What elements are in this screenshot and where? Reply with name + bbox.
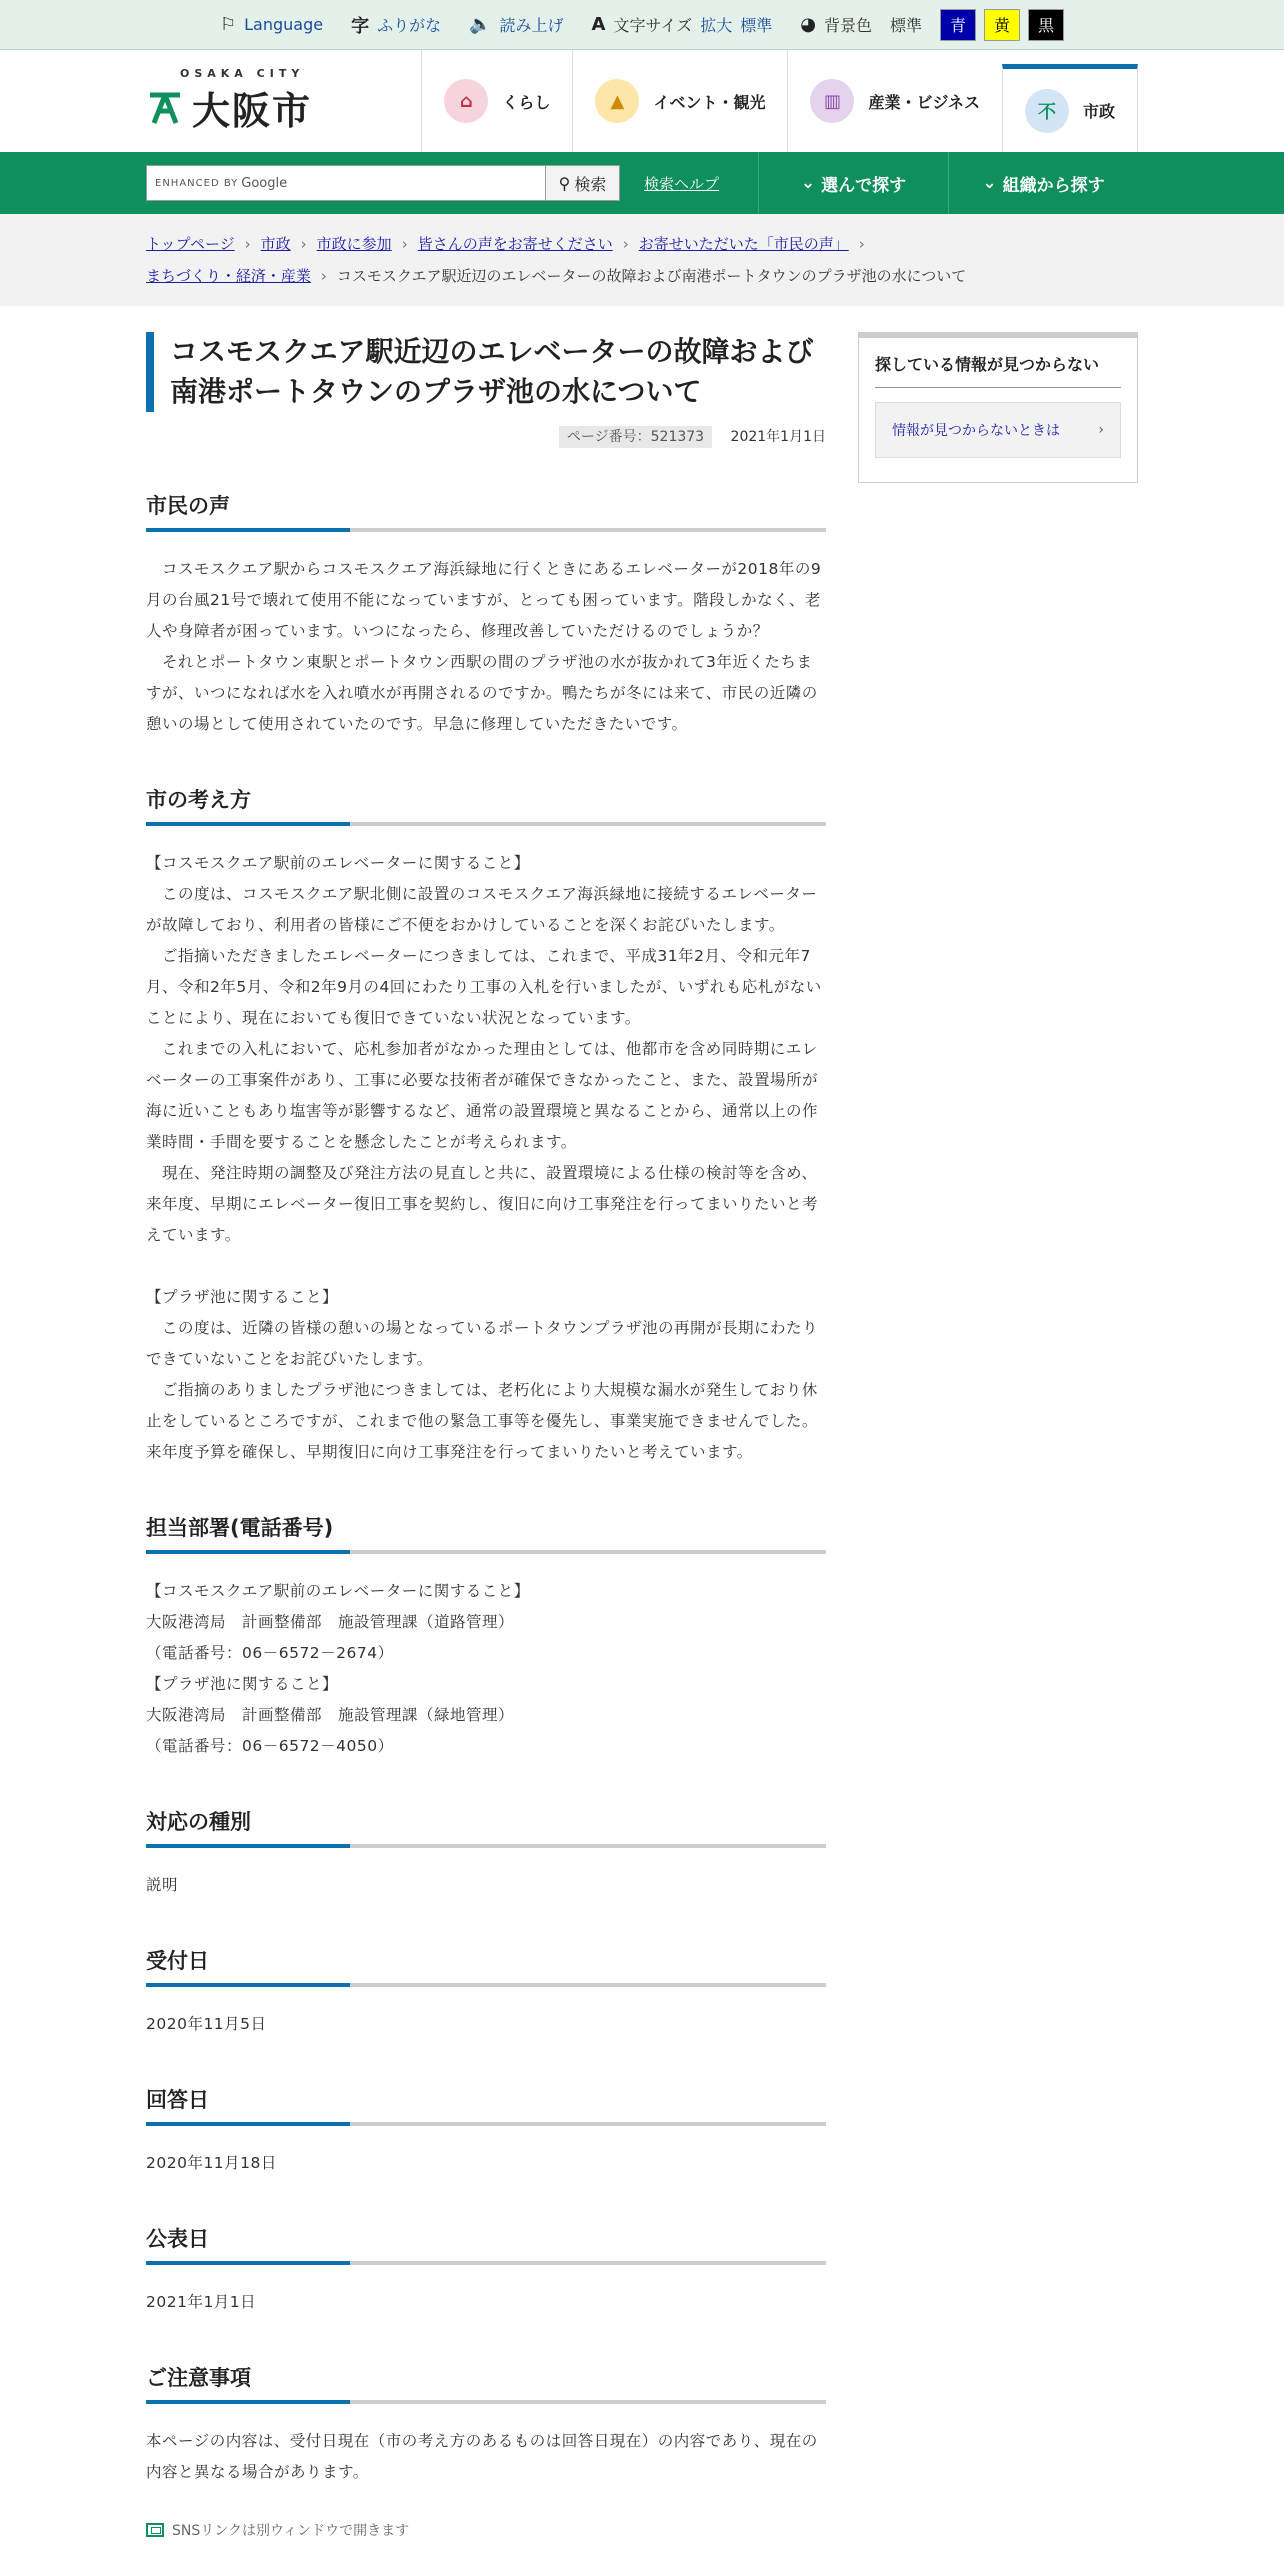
section-heading-received: 受付日 xyxy=(146,1945,826,1987)
search-form xyxy=(146,165,620,201)
nav-label: イベント・観光 xyxy=(653,92,766,112)
search-input[interactable] xyxy=(146,165,546,201)
palette-icon: ◕ xyxy=(800,14,816,35)
search-brand: Google xyxy=(241,175,288,191)
breadcrumb-link-shisei[interactable]: 市政 xyxy=(260,235,291,253)
search-button-label: 検索 xyxy=(574,174,607,194)
building-icon: ▥ xyxy=(810,79,854,123)
chevron-right-icon: › xyxy=(244,235,251,253)
breadcrumb-current: コスモスクエア駅近辺のエレベーターの故障および南港ポートタウンのプラザ池の水について xyxy=(336,267,967,285)
section-heading-answered: 回答日 xyxy=(146,2084,826,2126)
published-body: 2021年1月1日 xyxy=(146,2293,257,2311)
section-heading-voice: 市民の声 xyxy=(146,490,826,532)
search-bar xyxy=(0,152,1284,214)
section-heading-type: 対応の種別 xyxy=(146,1806,826,1848)
not-found-title: 探している情報が見つからない xyxy=(875,352,1121,388)
sns-note-text: SNSリンクは別ウィンドウで開きます xyxy=(172,2523,410,2539)
policy-body: 【コスモスクエア駅前のエレベーターに関すること】 この度は、コスモスクエア駅北側に設置のコスモスクエア海浜緑地に接続するエレベーターが故障しており、利用者の皆様にご不便をおかけしていることを深くお詫びいたします。 ご指摘いただきましたエレベーターにつきましては、これまで、平成31年2月、令和元年7月、令和2年5月、令和2年9月の4回にわたり工事の入札を行いましたが、いずれも応札がないことにより、現在においても復旧できていない状況となっています。 これまでの入札において、応札参加者がなかった理由としては、他都市を含め同時期にエレベーターの工事案件があり、工事に必要な技術者が確保できなかったこと、また、設置場所が海に近いこともあり塩害等が影響するなど、通常の設置環境と異なることから、通常以上の作業時間・手間を要することを懸念したことが考えられます。 現在、発注時期の調整及び発注方法の見直しと共に、設置環境による仕様の検討等を含め、来年度、早期にエレベーター復旧工事を契約し、復旧に向け工事発注を行ってまいりたいと考えています。 【プラザ池に関すること】 この度は、近隣の皆様の憩いの場となっているポートタウンプラザ池の再開が長期にわたりできていないことをお詫びいたします。 ご指摘のありましたプラザ池につきましては、老朽化により大規模な漏水が発生しており休止をしているところですが、これまで他の緊急工事等を優先し、事業実施できませんでした。来年度予算を確保し、早期復旧に向け工事発注を行ってまいりたいと考えています。 xyxy=(146,854,822,1461)
utility-bar xyxy=(0,0,1284,50)
voice-body: コスモスクエア駅からコスモスクエア海浜緑地に行くときにあるエレベーターが2018年の9月の台風21号で壊れて使用不能になっていますが、とっても困っています。階段しかなく、老人や身障者が困っています。いつになったら、修理改善していただけるのでしょうか？ それとポートタウン東駅とポートタウン西駅の間のプラザ池の水が抜かれて3年近くたちますが、いつになれば水を入れ噴水が再開されるのですか。鴨たちが冬には来て、市民の近隣の憩いの場として使用されていたのです。早急に修理していただきたいです。 xyxy=(146,560,822,733)
chevron-right-icon: › xyxy=(320,267,327,285)
page-date: 2021年1月1日 xyxy=(730,429,826,445)
choose-search-menu[interactable] xyxy=(758,152,948,214)
not-found-link[interactable] xyxy=(875,402,1121,458)
speaker-icon: 🔈 xyxy=(469,14,492,35)
search-icon: ⚲ xyxy=(558,173,571,193)
read-aloud-label: 読み上げ xyxy=(499,16,564,35)
logo-subtitle: OSAKA CITY xyxy=(180,67,305,80)
page-number: ページ番号：521373 xyxy=(559,426,712,448)
section-heading-policy: 市の考え方 xyxy=(146,784,826,826)
breadcrumb-link-citizen-voices[interactable]: お寄せいただいた「市民の声」 xyxy=(638,235,849,253)
breadcrumb-link-voices[interactable]: 皆さんの声をお寄せください xyxy=(417,235,613,253)
background-color-control xyxy=(800,9,1064,41)
language-icon: ⚐ xyxy=(219,14,237,35)
site-header xyxy=(0,50,1284,152)
search-help-link[interactable]: 検索ヘルプ xyxy=(644,174,720,193)
section-heading-published: 公表日 xyxy=(146,2223,826,2265)
external-window-icon xyxy=(146,2523,164,2537)
furigana-icon: 字 xyxy=(351,15,370,37)
language-label: Language xyxy=(244,15,324,34)
green-menus xyxy=(758,152,1138,214)
breadcrumb xyxy=(0,214,1284,306)
search-button[interactable] xyxy=(546,165,620,201)
notice-body: 本ページの内容は、受付日現在（市の考え方のあるものは回答日現在）の内容であり、現在の内容と異なる場合があります。 xyxy=(146,2432,818,2481)
breadcrumb-link-machizukuri[interactable]: まちづくり・経済・産業 xyxy=(146,267,311,285)
page-title: コスモスクエア駅近辺のエレベーターの故障および南港ポートタウンのプラザ池の水について xyxy=(146,332,826,412)
breadcrumb-link-participation[interactable]: 市政に参加 xyxy=(316,235,392,253)
page-meta xyxy=(146,426,826,446)
language-link[interactable] xyxy=(220,14,323,35)
nav-label: 市政 xyxy=(1082,102,1115,121)
font-size-control xyxy=(592,13,773,36)
read-aloud-link[interactable] xyxy=(469,13,563,36)
furigana-label: ふりがな xyxy=(377,16,442,35)
chevron-right-icon: › xyxy=(858,235,865,253)
section-heading-department: 担当部署(電話番号) xyxy=(146,1512,826,1554)
event-icon: ▲ xyxy=(595,79,639,123)
nav-label: くらし xyxy=(502,92,551,112)
nav-shisei[interactable] xyxy=(1002,64,1138,152)
bg-black-button[interactable]: 黒 xyxy=(1028,9,1064,41)
site-logo[interactable] xyxy=(146,67,312,135)
nav-label: 産業・ビジネス xyxy=(868,92,980,112)
main-area xyxy=(0,306,1284,2540)
font-large-button[interactable]: 拡大 xyxy=(700,16,733,35)
department-body: 【コスモスクエア駅前のエレベーターに関すること】 大阪港湾局 計画整備部 施設管理課（道路管理） （電話番号：06－6572－2674） 【プラザ池に関すること】 大阪港湾局 計画整備部 施設管理課（緑地管理） （電話番号：06－6572－4050） xyxy=(146,1582,530,1755)
logo-text: 大阪市 xyxy=(192,89,313,133)
city-emblem-icon: 不 xyxy=(1025,89,1069,133)
not-found-link-label: 情報が見つからないときは xyxy=(892,423,1060,439)
chevron-down-icon: ⌄ xyxy=(800,173,816,193)
bg-standard-button[interactable]: 標準 xyxy=(889,16,922,35)
font-size-icon: A xyxy=(591,14,606,35)
nav-business[interactable] xyxy=(787,50,1002,152)
nav-events[interactable] xyxy=(572,50,787,152)
nav-kurashi[interactable] xyxy=(421,50,572,152)
bg-yellow-button[interactable]: 黄 xyxy=(984,9,1020,41)
menu-label: 選んで探す xyxy=(821,175,907,196)
search-brand-small: ENHANCED BY xyxy=(155,177,239,189)
org-search-menu[interactable] xyxy=(948,152,1138,214)
chevron-right-icon: › xyxy=(300,235,307,253)
answered-body: 2020年11月18日 xyxy=(146,2154,277,2172)
chevron-down-icon: ⌄ xyxy=(982,173,997,193)
furigana-link[interactable] xyxy=(351,12,441,38)
type-body: 説明 xyxy=(146,1876,179,1894)
font-size-label: 文字サイズ xyxy=(613,16,693,35)
global-nav xyxy=(421,50,1138,152)
chevron-right-icon: › xyxy=(401,235,408,253)
city-emblem-icon xyxy=(146,89,184,127)
received-body: 2020年11月5日 xyxy=(146,2015,267,2033)
chevron-right-icon: › xyxy=(622,235,629,253)
menu-label: 組織から探す xyxy=(1002,175,1105,196)
bg-label: 背景色 xyxy=(823,16,872,35)
chevron-right-icon: › xyxy=(1098,422,1104,438)
sns-note xyxy=(146,2520,826,2540)
sidebar xyxy=(858,332,1138,2540)
bg-blue-button[interactable]: 青 xyxy=(940,9,976,41)
house-icon: ⌂ xyxy=(444,79,488,123)
section-heading-notice: ご注意事項 xyxy=(146,2362,826,2404)
main-content xyxy=(146,332,826,2540)
font-standard-button[interactable]: 標準 xyxy=(740,16,773,35)
not-found-box xyxy=(858,332,1138,483)
breadcrumb-link-top[interactable]: トップページ xyxy=(146,235,235,253)
